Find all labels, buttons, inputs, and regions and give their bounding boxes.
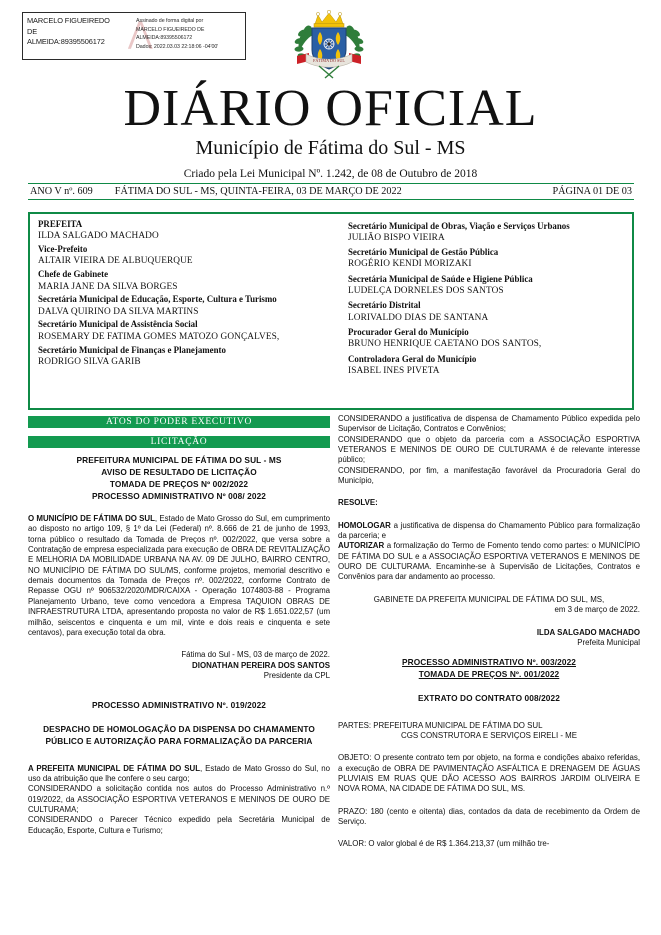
- official-role: Secretário Municipal de Obras, Viação e Serviços Urbanos: [348, 220, 570, 231]
- spacer: [338, 583, 640, 595]
- spacer: [28, 711, 330, 723]
- signature-subject-line-2: DE: [27, 26, 38, 36]
- homologar-text: a justificativa de dispensa do Chamamento Público para formalização da parceria; e: [338, 520, 640, 541]
- spacer: [338, 704, 640, 721]
- spacer: [28, 747, 330, 764]
- official-role: Secretário Distrital: [348, 300, 421, 311]
- officials-column-right: [332, 218, 626, 404]
- official-role: Secretário Municipal de Gestão Pública: [348, 247, 499, 258]
- cpl-sign-name: DIONATHAN PEREIRA DOS SANTOS: [192, 660, 330, 670]
- prefeita-lead: A PREFEITA MUNICIPAL DE FÁTIMA DO SUL: [28, 763, 201, 773]
- official-name: BRUNO HENRIQUE CAETANO DOS SANTOS,: [348, 339, 542, 350]
- content-column-right: [338, 414, 640, 850]
- spacer: [338, 509, 640, 521]
- signature-detail-line-2: MARCELO FIGUEIREDO DE: [136, 26, 205, 33]
- signature-detail-line-1: Assinado de forma digital por: [136, 18, 204, 24]
- resolve-label: RESOLVE:: [338, 498, 378, 508]
- signature-details: [128, 13, 245, 59]
- spacer: [338, 486, 640, 498]
- spacer: [28, 502, 330, 514]
- issue-number: ANO V nº. 609: [30, 186, 93, 197]
- prefeita-text: , Estado de Mato Grosso do Sul, no uso da atribuição que lhe confere o seu cargo;: [28, 763, 331, 784]
- official-name: DALVA QUIRINO DA SILVA MARTINS: [38, 306, 199, 317]
- official-name: ALTAIR VIEIRA DE ALBUQUERQUE: [38, 256, 193, 267]
- homologar-paragraph: [338, 521, 640, 542]
- right-process-heading: PROCESSO ADMINISTRATIVO Nº. 003/2022: [402, 656, 576, 667]
- page-title: DIÁRIO OFICIAL: [123, 80, 538, 137]
- section-banner-executive-acts: ATOS DO PODER EXECUTIVO: [28, 416, 330, 428]
- signature-subject-line-3: ALMEIDA:89395506172: [27, 37, 105, 47]
- signature-subject: [23, 13, 131, 59]
- official-role: Secretário Municipal de Assistência Social: [38, 319, 198, 330]
- page-number: PÁGINA 01 DE 03: [552, 186, 632, 197]
- notice-heading-line-4: PROCESSO ADMINISTRATIVO Nº 008/ 2022: [92, 491, 266, 502]
- official-role: Secretária Municipal de Educação, Esporte, Cultura e Turismo: [38, 294, 277, 305]
- issue-info-bar: [28, 183, 634, 200]
- autorizar-text: a formalização do Termo de Fomento tendo como partes: o MUNICÍPIO DE FÁTIMA DO SUL e a ASSOCIAÇÃO ESPORTIVA VETERANOS E MENINOS DE OURO DE CULTURAMA. Encaminhe-se à Supervisão de Licitações, Contratos e Convênios para dar andamento ao processo.: [338, 541, 640, 582]
- notice-heading-line-3: TOMADA DE PREÇOS Nº 002/2022: [109, 479, 249, 490]
- issue-place-date: FÁTIMA DO SUL - MS, QUINTA-FEIRA, 03 DE MARÇO DE 2022: [114, 186, 402, 197]
- signature-detail-line-4: Dados: 2022.03.03 22:18:06 -04'00': [136, 43, 219, 50]
- prefeita-paragraph: [28, 764, 330, 785]
- content-column-left: [28, 414, 330, 836]
- cpl-signature-block: [28, 650, 330, 682]
- prazo-paragraph: PRAZO: 180 (cento e oitenta) dias, contados da data de recebimento da Ordem de Serviço.: [338, 806, 640, 827]
- official-name: MARIA JANE DA SILVA BORGES: [38, 281, 178, 292]
- spacer: [338, 795, 640, 807]
- spacer: [338, 616, 640, 628]
- officials-box: [28, 212, 634, 410]
- partes-block: [338, 721, 640, 742]
- official-role: Vice-Prefeito: [38, 244, 88, 255]
- considerando-2: CONSIDERANDO o Parecer Técnico expedido pela Secretária Municipal de Educação, Esporte, Cultura e Turismo;: [28, 815, 330, 835]
- notice-heading: [28, 454, 330, 502]
- spacer: [28, 682, 330, 699]
- official-role: Controladora Geral do Município: [348, 353, 477, 364]
- official-name: ISABEL INES PIVETA: [348, 365, 440, 376]
- masthead-subtitle: Município de Fátima do Sul - MS: [195, 136, 466, 159]
- official-role: Procurador Geral do Município: [348, 326, 469, 337]
- autorizar-paragraph: [338, 541, 640, 582]
- cpl-sign-place-date: Fátima do Sul - MS, 03 de março de 2022.: [181, 650, 330, 660]
- spacer: [338, 680, 640, 692]
- signature-swash-icon: ⋀: [128, 17, 153, 50]
- signature-subject-line-1: MARCELO FIGUEIREDO: [27, 16, 110, 25]
- right-tomada-heading: TOMADA DE PREÇOS Nº. 001/2022: [418, 668, 560, 679]
- prefeita-sign-name: ILDA SALGADO MACHADO: [536, 627, 640, 637]
- page-header: [0, 0, 661, 180]
- cpl-sign-role: Presidente da CPL: [263, 671, 330, 681]
- valor-paragraph: VALOR: O valor global é de R$ 1.364.213,37 (um milhão tre-: [338, 839, 550, 849]
- official-name: LUDELÇA DORNELES DOS SANTOS: [348, 286, 504, 296]
- partes-line-1: PARTES: PREFEITURA MUNICIPAL DE FÁTIMA DO SUL: [338, 720, 543, 730]
- official-role: Chefe de Gabinete: [38, 269, 109, 280]
- notice-body-text: , Estado de Mato Grosso do Sul, em cumprimento ao disposto no artigo 109, § 1º da Lei (Federal) nº. 8.666 de 21 de junho de 1993, torna público o resultado da Tomada de Preços nº. 002/2022, que versa sobre a Contratação de empresa especializada para execução de OBRA DE REVITALIZAÇÃO E MELHORIA DA MOBILIDADE URBANA NA AV. 09 DE JULHO, BAIRRO CENTRO, NO MUNICÍPIO DE FÁTIMA DO SUL/MS, conforme projetos, memorial descritivo e demais documentos da Tomada de Preços nº. 002/2022, conforme Contrato de Repasse OGU nº 906532/2020/MDR/CAIXA - Operação 1074803-88 - Programa Planejamento Urbano, teve como vencedora a Empresa TAQUION OBRAS DE INFRAESTRUTURA LTDA, apresentando proposta no valor de R$ 1.651.022,57 (um milhão, seiscentos e cinquenta e um mil, vinte e dois reais e cinquenta e sete centavos), para execução total da obra.: [28, 514, 330, 637]
- objeto-paragraph: OBJETO: O presente contrato tem por objeto, na forma e condições abaixo referidas, a execução de OBRA DE PAVIMENTAÇÃO ASFÁLTICA E DRENAGEM DE ÁGUAS PLUVIAIS EM RUAS QUE DÃO ACESSO AOS BAIRROS JARDIM OLIVEIRA E NOVA ROMA, NA CIDADE DE FÁTIMA DO SUL, MS.: [338, 753, 640, 794]
- spacer: [338, 827, 640, 839]
- considerando-3: CONSIDERANDO a justificativa de dispensa de Chamamento Público expedida pelo Supervisor de Licitação, Contratos e Convênios;: [338, 414, 640, 434]
- gabinete-line-1: GABINETE DA PREFEITA MUNICIPAL DE FÁTIMA DO SUL, MS,: [373, 594, 605, 604]
- digital-signature-box: [22, 12, 246, 60]
- official-name: JULIÃO BISPO VIEIRA: [348, 232, 445, 243]
- notice-heading-line-2: AVISO DE RESULTADO DE LICITAÇÃO: [101, 467, 257, 478]
- spacer: [28, 638, 330, 650]
- officials-column-left: [38, 218, 332, 404]
- extrato-heading: EXTRATO DO CONTRATO 008/2022: [418, 692, 560, 703]
- official-name: RODRIGO SILVA GARIB: [38, 356, 141, 367]
- official-role: Secretária Municipal de Saúde e Higiene Pública: [348, 273, 533, 284]
- notice-heading-line-1: PREFEITURA MUNICIPAL DE FÁTIMA DO SUL - MS: [76, 455, 282, 465]
- notice-body-lead: O MUNICÍPIO DE FÁTIMA DO SUL: [28, 514, 155, 524]
- spacer: [338, 741, 640, 753]
- municipal-coat-of-arms-icon: [289, 8, 369, 80]
- prefeita-sign-role: Prefeita Municipal: [577, 638, 640, 648]
- autorizar-lead: AUTORIZAR: [338, 541, 385, 551]
- considerando-1: CONSIDERANDO a solicitação contida nos autos do Processo Administrativo n.º 019/2022, da ASSOCIAÇÃO ESPORTIVA VETERANOS E MENINOS DE OURO DE CULTURAMA;: [28, 784, 330, 815]
- gabinete-line-2: em 3 de março de 2022.: [554, 605, 640, 615]
- homologar-lead: HOMOLOGAR: [338, 520, 391, 530]
- prefeita-signature-block: [338, 628, 640, 649]
- official-name: ILDA SALGADO MACHADO: [38, 231, 159, 242]
- official-name: ROSEMARY DE FATIMA GOMES MATOZO GONÇALVES,: [38, 331, 280, 342]
- process-heading: PROCESSO ADMINISTRATIVO Nº. 019/2022: [92, 699, 266, 710]
- official-role: PREFEITA: [38, 219, 83, 229]
- gabinete-block: [338, 595, 640, 616]
- signature-detail-line-3: ALMEIDA:89395506172: [136, 35, 193, 42]
- official-role: Secretário Municipal de Finanças e Planejamento: [38, 344, 226, 355]
- partes-line-2: CGS CONSTRUTORA E SERVIÇOS EIRELI - ME: [401, 731, 577, 741]
- svg-text:FÁTIMA DO SUL: FÁTIMA DO SUL: [313, 58, 345, 63]
- notice-body-paragraph: [28, 514, 330, 638]
- considerando-5: CONSIDERANDO, por fim, a manifestação favorável da Procuradoria Geral do Município,: [338, 465, 640, 486]
- official-name: LORIVALDO DIAS DE SANTANA: [348, 312, 489, 323]
- masthead-law-line: Criado pela Lei Municipal Nº. 1.242, de 08 de Outubro de 2018: [183, 167, 478, 180]
- masthead: [0, 80, 661, 182]
- despacho-heading: DESPACHO DE HOMOLOGAÇÃO DA DISPENSA DO CHAMAMENTO PÚBLICO E AUTORIZAÇÃO PARA FORMALIZAÇÃO DA PARCERIA: [43, 723, 315, 746]
- considerando-4: CONSIDERANDO que o objeto da parceria com a ASSOCIAÇÃO ESPORTIVA VETERANOS E MENINOS DE OURO DE CULTURAMA é de relevante interesse público;: [338, 434, 640, 465]
- section-banner-bidding: LICITAÇÃO: [28, 436, 330, 448]
- spacer: [338, 649, 640, 656]
- official-name: ROGÉRIO KENDI MORIZAKI: [348, 259, 472, 270]
